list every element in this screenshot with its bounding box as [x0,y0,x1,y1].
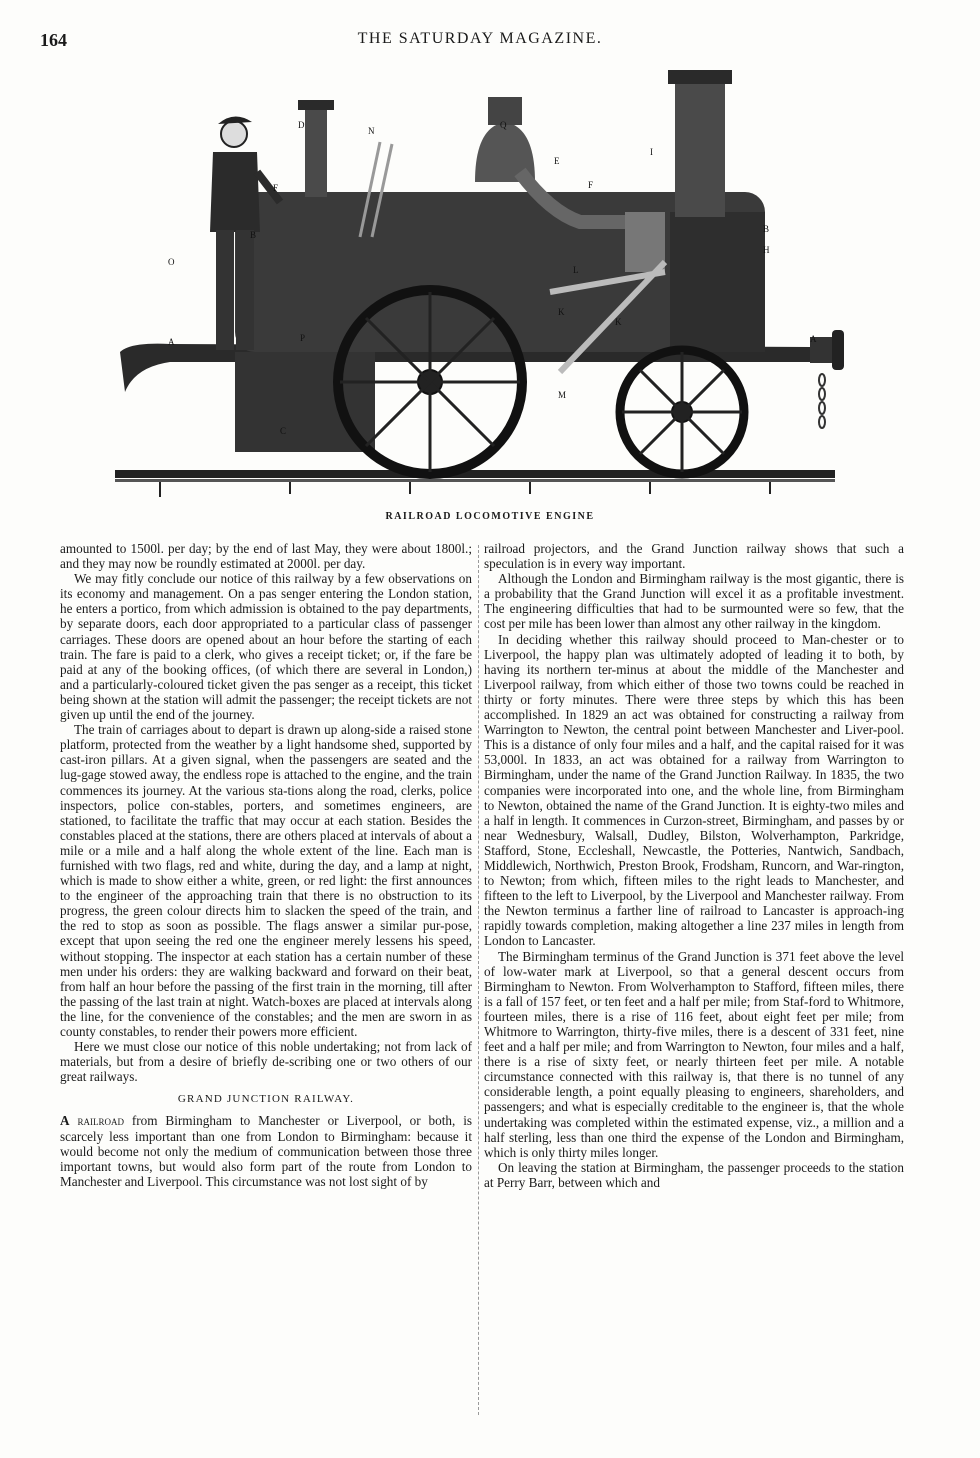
paragraph-text: from Birmingham to Manchester or Liverpool, or both, is scarcely less important than one from London to Birmingham: because it would become not only the medium of communication between those three important towns, but would also form part of the route from London to Manchester and Liverpool. This circumstance was not lost sight of by [60,1113,473,1189]
locomotive-engraving [110,62,870,502]
figure-label: L [573,265,579,275]
figure-label: K [615,317,622,327]
running-title: THE SATURDAY MAGAZINE. [357,30,603,47]
figure-label: A [810,334,817,344]
figure-label: I [650,147,653,157]
figure-label: B [250,230,257,240]
figure-label: N [368,126,375,136]
drop-cap: A [60,1113,70,1129]
paragraph: Here we must close our notice of this noble undertaking; not from lack of materials, but from a desire of briefly de-scribing one or two others of our great railways. [60,1039,472,1085]
page-number: 164 [40,30,67,50]
figure-label: B [763,224,770,234]
paragraph: The Birmingham terminus of the Grand Junction is 371 feet above the level of low-water mark at Liverpool, so that a general descent occurs from Birmingham to Newton. From Wolverhampton to Stafford, fifteen miles, there is a fall of 157 feet, or ten feet and a half per mile; from Staf-ford to Whitmore, fourteen miles, there is a rise of 116 feet, about eight feet per mile; from Whitmore to Warrington, thirty-five miles, there is a descent of 331 feet, nine feet and a half per mile; and from Warrington to Newton, four miles and a half, there is a rise of sixty feet, or nearly thirteen feet per mile. A notable circumstance connected with this railway is, that there is no tunnel of any considerable length, a point equally pleasing to engineers, shareholders, and passengers; and what is especially creditable to the engineer is, that the whole undertaking was completed within the estimated expense, viz., a million and a half sterling, less than one third the expense of the London and Birmingham, which is only thirty miles longer. [484,948,904,1160]
right-column [484,541,904,1190]
figure-label: C [280,426,287,436]
figure-label: P [300,333,306,343]
section-heading: GRAND JUNCTION RAILWAY. [177,1093,355,1106]
page-header [40,30,920,54]
paragraph: The train of carriages about to depart is drawn up along-side a raised stone platform, protected from the weather by a light handsome shed, supported by cast-iron pillars. At a given signal, when the passengers are seated and the lug-gage stowed away, the endless rope is attached to the engine, and the train commences its journey. At the various sta-tions along the road, clerks, police inspectors, police con-stables, porters, and sometimes engineers, are stationed, to facilitate the traffic that may occur at each station. Besides the constables placed at the stations, there are others placed at intervals of about a mile or a mile and a half along the whole extent of the line. Each man is furnished with two flags, red and white, during the day, and a lamp at night, which is made to show either a white, green, or red light: the first announces to the engineer of the approaching train that there is no obstruction to its progress, the green colour directs him to slacken the speed of the train, and the red to stop as soon as possible. The flags answer a similar pur-pose, except that upon seeing the red one the engineer merely lessens his speed, without stopping. The inspector at each station has a certain number of these men under his orders: they are walking backward and forward on their beat, from half an hour before the passing of the first train in the morning, till after the passing of the last train at night. Watch-boxes are placed at intervals along the line, for the convenience of the constables; and the men are sworn in as county constables, to render their powers more efficient. [60,722,472,1039]
small-caps-word: railroad [77,1113,124,1129]
figure-label: F [588,180,594,190]
paragraph: railroad projectors, and the Grand Junction railway shows that such a speculation is in every way important. [484,541,904,572]
figure-label: H [763,245,770,255]
paragraph: On leaving the station at Birmingham, the passenger proceeds to the station at Perry Barr, between which and [484,1159,904,1190]
paragraph: Although the London and Birmingham railway is the most gigantic, there is a probability that the Grand Junction will excel it as a profitable investment. The engineering difficulties that had to be surmounted were so few, that the cost per mile has been lower than almost any other railway in the kingdom. [484,571,904,632]
column-divider [478,545,480,1415]
figure-label: K [558,307,565,317]
figure-label: M [558,390,567,400]
figure-label: F [273,183,279,193]
figure-label: O [168,257,175,267]
section-paragraph [60,1113,472,1188]
paragraph: We may fitly conclude our notice of this railway by a few observations on its economy and management. On a pas senger entering the London station, he enters a portico, from which admission is obtained to the pay departments, by separate doors, each door appropriated to a particular class of passenger carriages. These doors are opened about an hour before the starting of each train. The fare is paid to a clerk, who gives a receipt ticket; or, if the fare be paid at any of the booking offices, (of which there are several in London,) and a particularly-coloured ticket given the pas senger as a receipt, this ticket being shown at the station will admit the passenger; the receipt tickets are not given up until the end of the journey. [60,571,472,723]
paragraph: In deciding whether this railway should proceed to Man-chester or to Liverpool, the happy plan was ultimately adopted of leading it to both, by having its northern ter-minus at about the middle of the Manchester and Liverpool railway, from which either of those two towns could be reached in thirty or forty minutes. There were three steps by which this has been accomplished. In 1829 an act was obtained for constructing a railway from Warrington to Newton, the central point between Manchester and Liver-pool. This is a distance of only four miles and a half, and the capital raised for it was 53,000l. In 1833, an act was obtained for a railway from Warrington to Birmingham, under the name of the Grand Junction Railway. In 1835, the two companies were incorporated into one, and the whole line, from Birmingham to Newton, obtained the name of the Grand Junction. It is eighty-two miles and a half in length. It commences in Curzon-street, Birmingham, and passes by or near Wednesbury, Walsall, Dudley, Bilston, Wolverhampton, Parkridge, Stafford, Stone, Eccleshall, Newcastle, the Potteries, Nantwich, Sandbach, Middlewich, Northwich, Preston Brook, Frodsham, Runcorn, and War-rington, to Newton; from which, fifteen miles to the right leads to Manchester, and fifteen to the left to Liverpool, by the Liverpool and Manchester railway. From the Newton terminus a farther line of railroad to Lancaster is approach-ing rapidly towards completion, making altogether a line 237 miles in length from London to Lancaster. [484,631,904,949]
figure-caption: RAILROAD LOCOMOTIVE ENGINE [385,511,595,522]
figure-label: A [168,337,175,347]
paragraph: amounted to 1500l. per day; by the end of last May, they were about 1800l.; and they may now be roundly estimated at 2000l. per day. [60,541,472,572]
left-column [60,541,472,1189]
figure-label: Q [500,120,507,130]
figure-label: D [298,120,305,130]
figure-label: E [554,156,560,166]
